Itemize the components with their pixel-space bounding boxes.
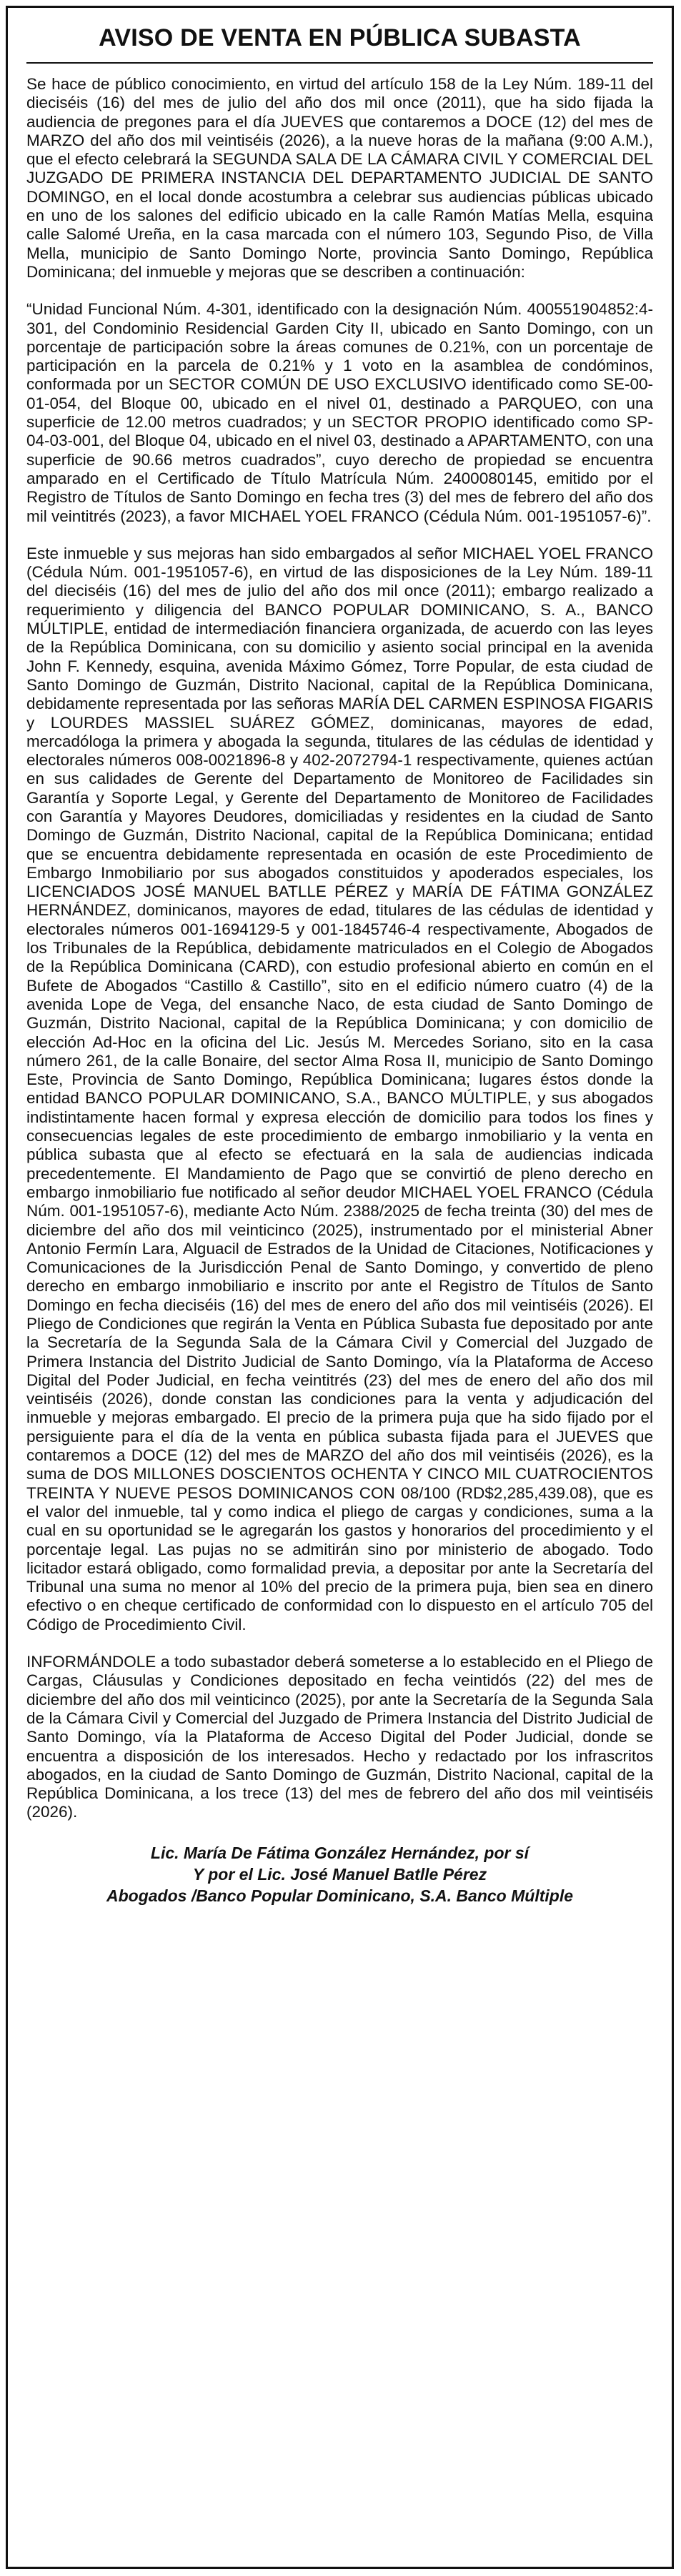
notice-paragraph-hearing: Se hace de público conocimiento, en virtud del artículo 158 de la Ley Núm. 189-11 del dieciséis (16) del mes de julio del año dos mil once (2011), que ha sido fijada la audiencia de pregones para el día JUEVES que contaremos a DOCE (12) del mes de MARZO del año dos mil veintiséis (2026), a la nueve horas de la mañana (9:00 A.M.), que el efecto celebrará la SEGUNDA SALA DE LA CÁMARA CIVIL Y COMERCIAL DEL JUZGADO DE PRIMERA INSTANCIA DEL DEPARTAMENTO JUDICIAL DE SANTO DOMINGO, en el local donde acostumbra a celebrar sus audiencias públicas ubicado en uno de los salones del edificio ubicado en la calle Ramón Matías Mella, esquina calle Salomé Ureña, en la casa marcada con el número 103, Segundo Piso, de Villa Mella, municipio de Santo Domingo Norte, provincia Santo Domingo, República Dominicana; del inmueble y mejoras que se describen a continuación: bbox=[26, 75, 653, 281]
notice-paragraph-bidder-information: INFORMÁNDOLE a todo subastador deberá someterse a lo establecido en el Pliego de Cargas, Cláusulas y Condiciones depositado en fecha veintidós (22) del mes de diciembre del año dos mil veinticinco (2025), por ante la Secretaría de la Segunda Sala de la Cámara Civil y Comercial del Juzgado de Primera Instancia del Distrito Judicial de Santo Domingo, vía la Plataforma de Acceso Digital del Poder Judicial, donde se encuentra a disposición de los interesados. Hecho y redactado por los infrascritos abogados, en la ciudad de Santo Domingo de Guzmán, Distrito Nacional, capital de la República Dominicana, a los trece (13) del mes de febrero del año dos mil veintiséis (2026). bbox=[26, 1653, 653, 1821]
legal-notice bbox=[6, 6, 674, 2569]
signature-line-1: Lic. María De Fátima González Hernández, por sí bbox=[150, 1843, 530, 1862]
notice-paragraph-property-description: “Unidad Funcional Núm. 4-301, identificado con la designación Núm. 400551904852:4-301, del Condominio Residencial Garden City II, ubicado en Santo Domingo, con un porcentaje de participación sobre la áreas comunes de 0.21%, con un porcentaje de participación en la parcela de 0.21% y 1 voto en la asamblea de condóminos, conformada por un SECTOR COMÚN DE USO EXCLUSIVO identificado como SE-00-01-054, del Bloque 00, ubicado en el nivel 01, destinado a PARQUEO, con una superficie de 12.00 metros cuadrados; y un SECTOR PROPIO identificado como SP-04-03-001, del Bloque 04, ubicado en el nivel 03, destinado a APARTAMENTO, con una superficie de 90.66 metros cuadrados”, cuyo derecho de propiedad se encuentra amparado en el Certificado de Título Matrícula Núm. 2400080145, emitido por el Registro de Títulos de Santo Domingo en fecha tres (3) del mes de febrero del año dos mil veintitrés (2023), a favor MICHAEL YOEL FRANCO (Cédula Núm. 001-1951057-6)”. bbox=[26, 300, 653, 525]
signature-line-2: Y por el Lic. José Manuel Batlle Pérez bbox=[192, 1864, 487, 1884]
signature-line-3: Abogados /Banco Popular Dominicano, S.A. Banco Múltiple bbox=[106, 1886, 573, 1905]
notice-paragraph-seizure-details: Este inmueble y sus mejoras han sido embargados al señor MICHAEL YOEL FRANCO (Cédula Núm. 001-1951057-6), en virtud de las disposiciones de la Ley Núm. 189-11 del dieciséis (16) del mes de julio del año dos mil once (2011); embargo realizado a requerimiento y diligencia del BANCO POPULAR DOMINICANO, S. A., BANCO MÚLTIPLE, entidad de intermediación financiera organizada, de acuerdo con las leyes de la República Dominicana, con su domicilio y asiento social principal en la avenida John F. Kennedy, esquina, avenida Máximo Gómez, Torre Popular, de esta ciudad de Santo Domingo de Guzmán, Distrito Nacional, capital de la República Dominicana, debidamente representada por las señoras MARÍA DEL CARMEN ESPINOSA FIGARIS y LOURDES MASSIEL SUÁREZ GÓMEZ, dominicanas, mayores de edad, mercadóloga la primera y abogada la segunda, titulares de las cédulas de identidad y electorales números 008-0021896-8 y 402-2072794-1 respectivamente, quienes actúan en sus calidades de Gerente del Departamento de Monitoreo de Facilidades sin Garantía y Soporte Legal, y Gerente del Departamento de Monitoreo de Facilidades con Garantía y Mayores Deudores, domiciliadas y residentes en la ciudad de Santo Domingo de Guzmán, Distrito Nacional, capital de la República Dominicana; entidad que se encuentra debidamente representada en ocasión de este Procedimiento de Embargo Inmobiliario por sus abogados constituidos y apoderados especiales, los LICENCIADOS JOSÉ MANUEL BATLLE PÉREZ y MARÍA DE FÁTIMA GONZÁLEZ HERNÁNDEZ, dominicanos, mayores de edad, titulares de las cédulas de identidad y electorales números 001-1694129-5 y 001-1845746-4 respectivamente, Abogados de los Tribunales de la República, debidamente matriculados en el Colegio de Abogados de la República Dominicana (CARD), con estudio profesional abierto en común en el Bufete de Abogados “Castillo & Castillo”, sito en el edificio número cuatro (4) de la avenida Lope de Vega, del ensanche Naco, de esta ciudad de Santo Domingo de Guzmán, Distrito Nacional, capital de la República Dominicana; y con domicilio de elección Ad-Hoc en la oficina del Lic. Jesús M. Mercedes Soriano, sito en la casa número 261, de la calle Bonaire, del sector Alma Rosa II, municipio de Santo Domingo Este, Provincia de Santo Domingo, República Dominicana; lugares éstos donde la entidad BANCO POPULAR DOMINICANO, S.A., BANCO MÚLTIPLE, y sus abogados indistintamente hacen formal y expresa elección de domicilio para todos los fines y consecuencias legales de este procedimiento de embargo inmobiliario y la venta en pública subasta que al efecto se efectuará en la sala de audiencias indicada precedentemente. El Mandamiento de Pago que se convirtió de pleno derecho en embargo inmobiliario fue notificado al señor deudor MICHAEL YOEL FRANCO (Cédula Núm. 001-1951057-6), mediante Acto Núm. 2388/2025 de fecha treinta (30) del mes de diciembre del año dos mil veinticinco (2025), instrumentado por el ministerial Abner Antonio Fermín Lara, Alguacil de Estrados de la Unidad de Citaciones, Notificaciones y Comunicaciones de la Jurisdicción Penal de Santo Domingo, y convertido de pleno derecho en embargo inmobiliario e inscrito por ante el Registro de Títulos de Santo Domingo en fecha dieciséis (16) del mes de enero del año dos mil veintiséis (2026). El Pliego de Condiciones que regirán la Venta en Pública Subasta fue depositado por ante la Secretaría de la Segunda Sala de la Cámara Civil y Comercial del Juzgado de Primera Instancia del Distrito Judicial de Santo Domingo, vía la Plataforma de Acceso Digital del Poder Judicial, en fecha veintitrés (23) del mes de enero del año dos mil veintiséis (2026), donde constan las condiciones para la venta y adjudicación del inmueble y mejoras embargado. El precio de la primera puja que ha sido fijado por el persiguiente para el día de la venta en pública subasta fijada para el JUEVES que contaremos a DOCE (12) del mes de MARZO del año dos mil veintiséis (2026), es la suma de DOS MILLONES DOSCIENTOS OCHENTA Y CINCO MIL CUATROCIENTOS TREINTA Y NUEVE PESOS DOMINICANOS CON 08/100 (RD$2,285,439.08), que es el valor del inmueble, tal y como indica el pliego de cargas y condiciones, suma a la cual en su oportunidad se le agregarán los gastos y honorarios del procedimiento y el porcentaje legal. Las pujas no se admitirán sino por ministerio de abogado. Todo licitador estará obligado, como formalidad previa, a depositar por ante la Secretaría del Tribunal una suma no menor al 10% del precio de la primera puja, bien sea en dinero efectivo o en cheque certificado de conformidad con lo dispuesto en el artículo 705 del Código de Procedimiento Civil. bbox=[26, 544, 653, 1633]
signature-block bbox=[26, 1842, 653, 1906]
notice-body bbox=[26, 75, 653, 1822]
title-divider bbox=[26, 62, 653, 64]
notice-title: AVISO DE VENTA EN PÚBLICA SUBASTA bbox=[99, 24, 581, 51]
